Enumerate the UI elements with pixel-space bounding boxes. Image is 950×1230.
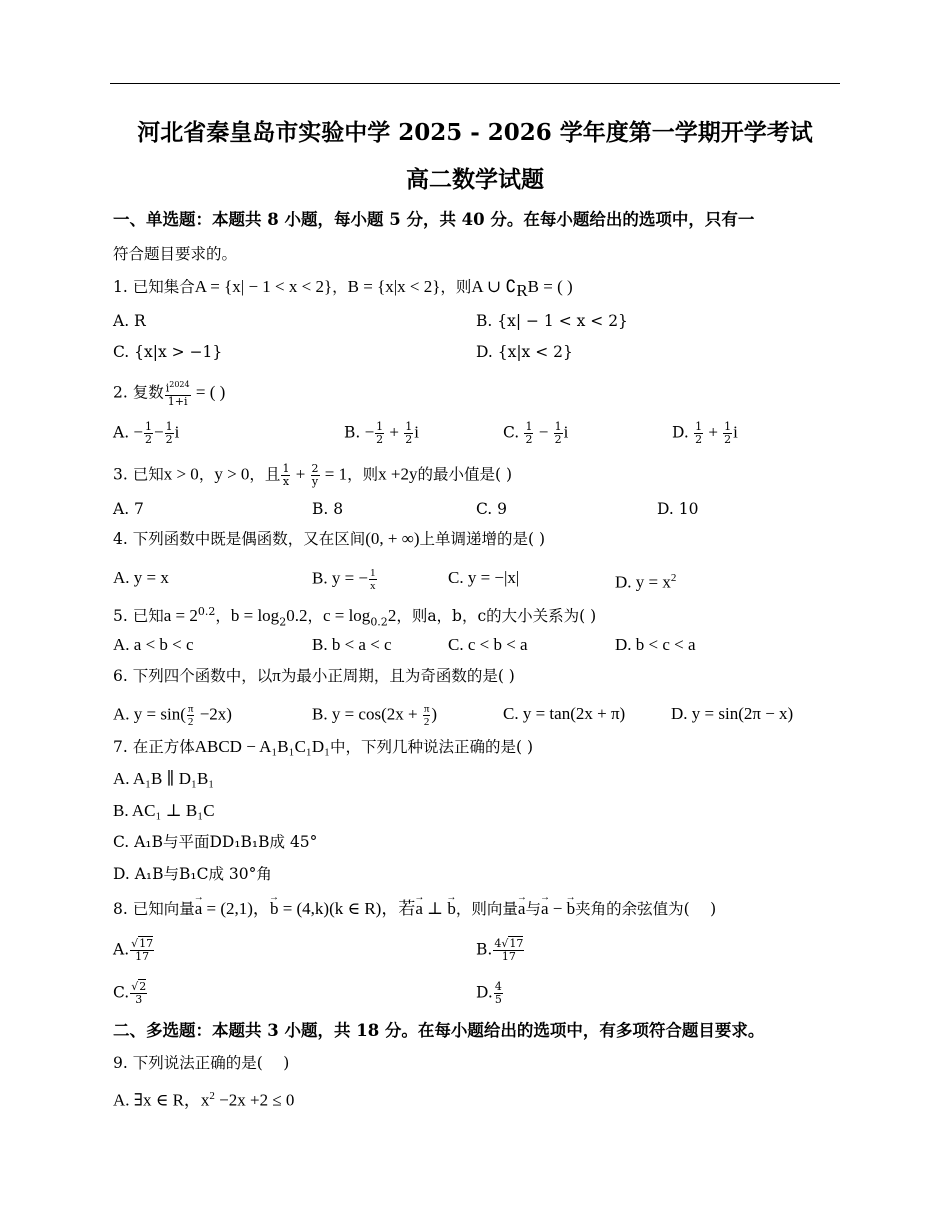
q1-option-b: B. {x| − 1 < x < 2}: [476, 312, 628, 330]
q6-option-a: A. y = sin( $\frac{\pi}{2}$ −2x): [113, 703, 232, 728]
q7-option-b: B. AC₁ ⊥ B₁C: [113, 801, 215, 820]
q4-option-c: C. y = −|x|: [448, 568, 520, 587]
q6-option-b: B. y = cos(2x + $\frac{\pi}{2}$ ): [312, 703, 438, 728]
question-2: 2. 复数 $\frac{i^{2024}}{1+i}$ = ( ): [113, 380, 226, 408]
question-5: 5. 已知$a = 2^{0.2}$，$b = \log_20.2$，$c = \log_{0.2}2$，则a，b，c的大小关系为( ): [113, 605, 597, 629]
section2-heading: 二、多选题：本题共 3 小题，共 18 分。在每小题给出的选项中，有多项符合题目要求。: [113, 1021, 765, 1040]
question-3: 3. 已知x > 0，y > 0，且 $\frac{1}{x}$ + $\frac{2}{y}$ = 1，则x +2y的最小值是( ): [113, 462, 513, 488]
question-9: 9. 下列说法正确的是( ): [113, 1054, 290, 1072]
q1-option-a: A. R: [113, 312, 146, 330]
question-1: 1. 已知集合A = {x| − 1 < x < 2}，B = {x|x < 2}，则A ∪ $∁_RB$ = ( ): [113, 277, 573, 301]
q4-option-b: B. y = − $\frac{1}{x}$: [312, 567, 376, 592]
q3-option-b: B. 8: [312, 500, 344, 518]
q7-option-d: D. A₁B与B₁C成 30°角: [113, 865, 272, 883]
section1-heading: 一、单选题：本题共 8 小题，每小题 5 分，共 40 分。在每小题给出的选项中，只有一: [113, 210, 755, 229]
q8-option-c: C. $\frac{√2}{3}$: [113, 980, 147, 1006]
q6-option-d: D. y = sin(2π − x): [671, 704, 794, 723]
q2-option-a: A. − $\frac{1}{2}$ − $\frac{1}{2}$ i: [113, 420, 180, 446]
question-7: 7. 在正方体ABCD − A₁B₁C₁D₁中，下列几种说法正确的是( ): [113, 737, 534, 756]
q7-option-a: A. A₁B ∥ D₁B₁: [113, 769, 215, 788]
exam-title: 河北省秦皇岛市实验中学 2025 - 2026 学年度第一学期开学考试: [137, 119, 813, 146]
q8-option-b: B. $\frac{4√17}{17}$: [476, 937, 524, 963]
q4-option-a: A. y = x: [113, 568, 169, 587]
question-8: 8. 已知向量→ a = (2,1)，→ b = (4,k)(k ∈ R)，若→ a ⊥ → b，则向量→ a与→ a − → b夹角的余弦值为( ): [113, 898, 716, 920]
section1-heading-cont: 符合题目要求的。: [113, 245, 238, 263]
q1-option-d: D. {x|x < 2}: [476, 343, 573, 361]
q4-option-d: D. $y = x^2$: [615, 572, 677, 592]
q8-option-d: D. $\frac{4}{5}$: [476, 980, 502, 1006]
q6-option-c: C. y = tan(2x + π): [503, 704, 626, 723]
q3-option-d: D. 10: [657, 500, 699, 518]
question-4: 4. 下列函数中既是偶函数，又在区间(0, + ∞)上单调递增的是( ): [113, 529, 546, 548]
question-6: 6. 下列四个函数中，以π为最小正周期，且为奇函数的是( ): [113, 666, 515, 685]
q5-option-c: C. c < b < a: [448, 635, 528, 654]
q3-option-c: C. 9: [476, 500, 508, 518]
q5-option-a: A. a < b < c: [113, 635, 194, 654]
q9-option-a: A. ∃x ∈ R，$x^2 -2x +2 \le 0$: [113, 1090, 295, 1110]
q8-option-a: A. $\frac{√17}{17}$: [113, 937, 154, 963]
q1-option-c: C. {x|x > −1}: [113, 343, 223, 361]
q2-option-d: D. $\frac{1}{2}$ + $\frac{1}{2}$ i: [672, 420, 738, 446]
q5-option-b: B. b < a < c: [312, 635, 392, 654]
q3-option-a: A. 7: [113, 500, 144, 518]
q2-option-b: B. − $\frac{1}{2}$ + $\frac{1}{2}$ i: [344, 420, 419, 446]
q7-option-c: C. A₁B与平面DD₁B₁B成 45°: [113, 833, 318, 851]
q5-option-d: D. b < c < a: [615, 635, 696, 654]
header-rule: [110, 83, 840, 84]
exam-subtitle: 高二数学试题: [406, 166, 544, 193]
q2-option-c: C. $\frac{1}{2}$ − $\frac{1}{2}$ i: [503, 420, 569, 446]
